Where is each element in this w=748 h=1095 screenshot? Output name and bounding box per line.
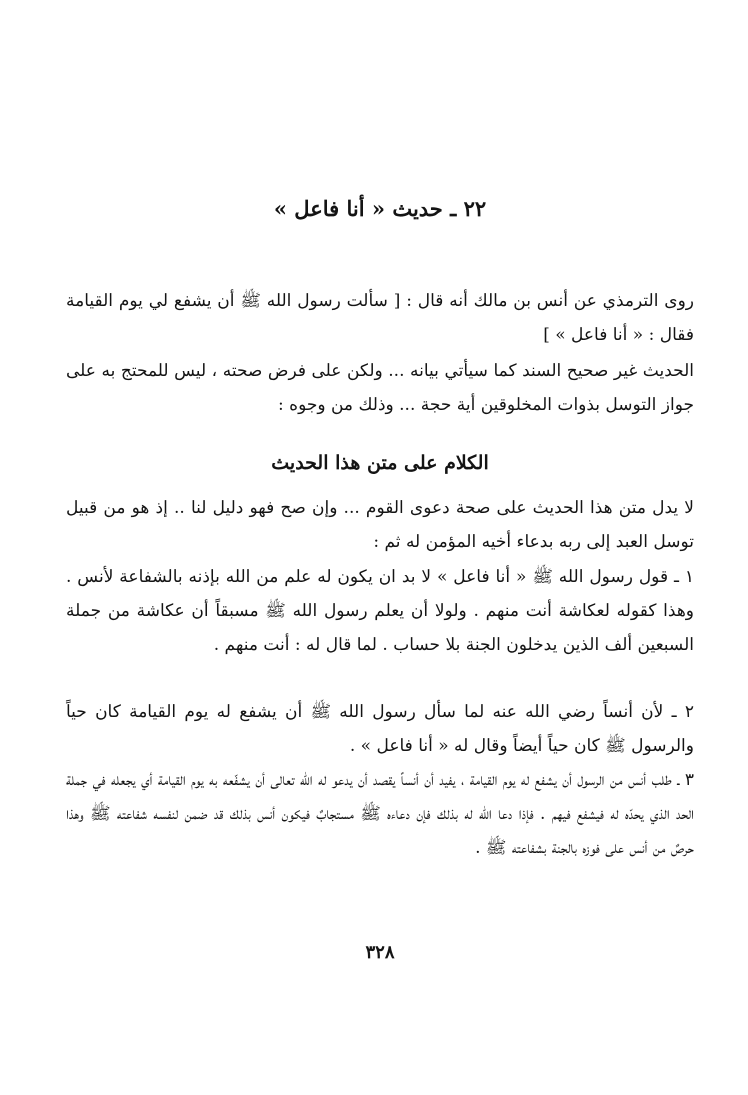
- hadith-grading-paragraph: الحديث غير صحيح السند كما سيأتي بيانه ... ولكن على فرض صحته ، ليس للمحتج به على جواز التوسل بذوات المخلوقين أية حجة ... وذلك من وجوه :: [66, 361, 694, 415]
- section-intro-paragraph: لا يدل متن هذا الحديث على صحة دعوى القوم ... وإن صح فهو دليل لنا .. إذ هو من قبيل توسل العبد إلى ربه بدعاء أخيه المؤمن له ثم :: [66, 498, 694, 552]
- point-two-paragraph: ٢ ـ لأن أنساً رضي الله عنه لما سأل رسول الله ﷺ أن يشفع له يوم القيامة كان حياً والرسول ﷺ كان حياً أيضاً وقال له « أنا فاعل » .: [66, 702, 694, 756]
- book-page: [66, 0, 694, 1095]
- hadith-narration-paragraph: روى الترمذي عن أنس بن مالك أنه قال : [ سألت رسول الله ﷺ أن يشفع لي يوم القيامة فقال : « أنا فاعل » ]: [66, 291, 694, 345]
- chapter-title: ٢٢ ـ حديث « أنا فاعل »: [273, 196, 487, 221]
- point-one-paragraph: ١ ـ قول رسول الله ﷺ « أنا فاعل » لا بد ان يكون له علم من الله بإذنه بالشفاعة لأنس . وهذا كقوله لعكاشة أنت منهم . ولولا أن يعلم رسول الله ﷺ مسبقاً أن عكاشة من جملة السبعين ألف الذين يدخلون الجنة بلا حساب . لما قال له : أنت منهم .: [66, 567, 694, 655]
- point-three-paragraph: ٣ ـ طلب أنس من الرسول أن يشفع له يوم القيامة ، يفيد أن أنساً يقصد أن يدعو له الله تعالى أن يشفّعه به يوم القيامة أي يجعله في جملة الحد الذي يحدّه له فيشفع فيهم . فإذا دعا الله له بذلك فإن دعاءه ﷺ مستجابٌ فيكون أنس بذلك قد ضمن لنفسه شفاعته ﷺ وهذا حرصٌ من أنس على فوزه بالجنة بشفاعته ﷺ .: [66, 770, 694, 858]
- page-number: ٣٢٨: [365, 942, 395, 963]
- section-heading: الكلام على متن هذا الحديث: [271, 452, 489, 474]
